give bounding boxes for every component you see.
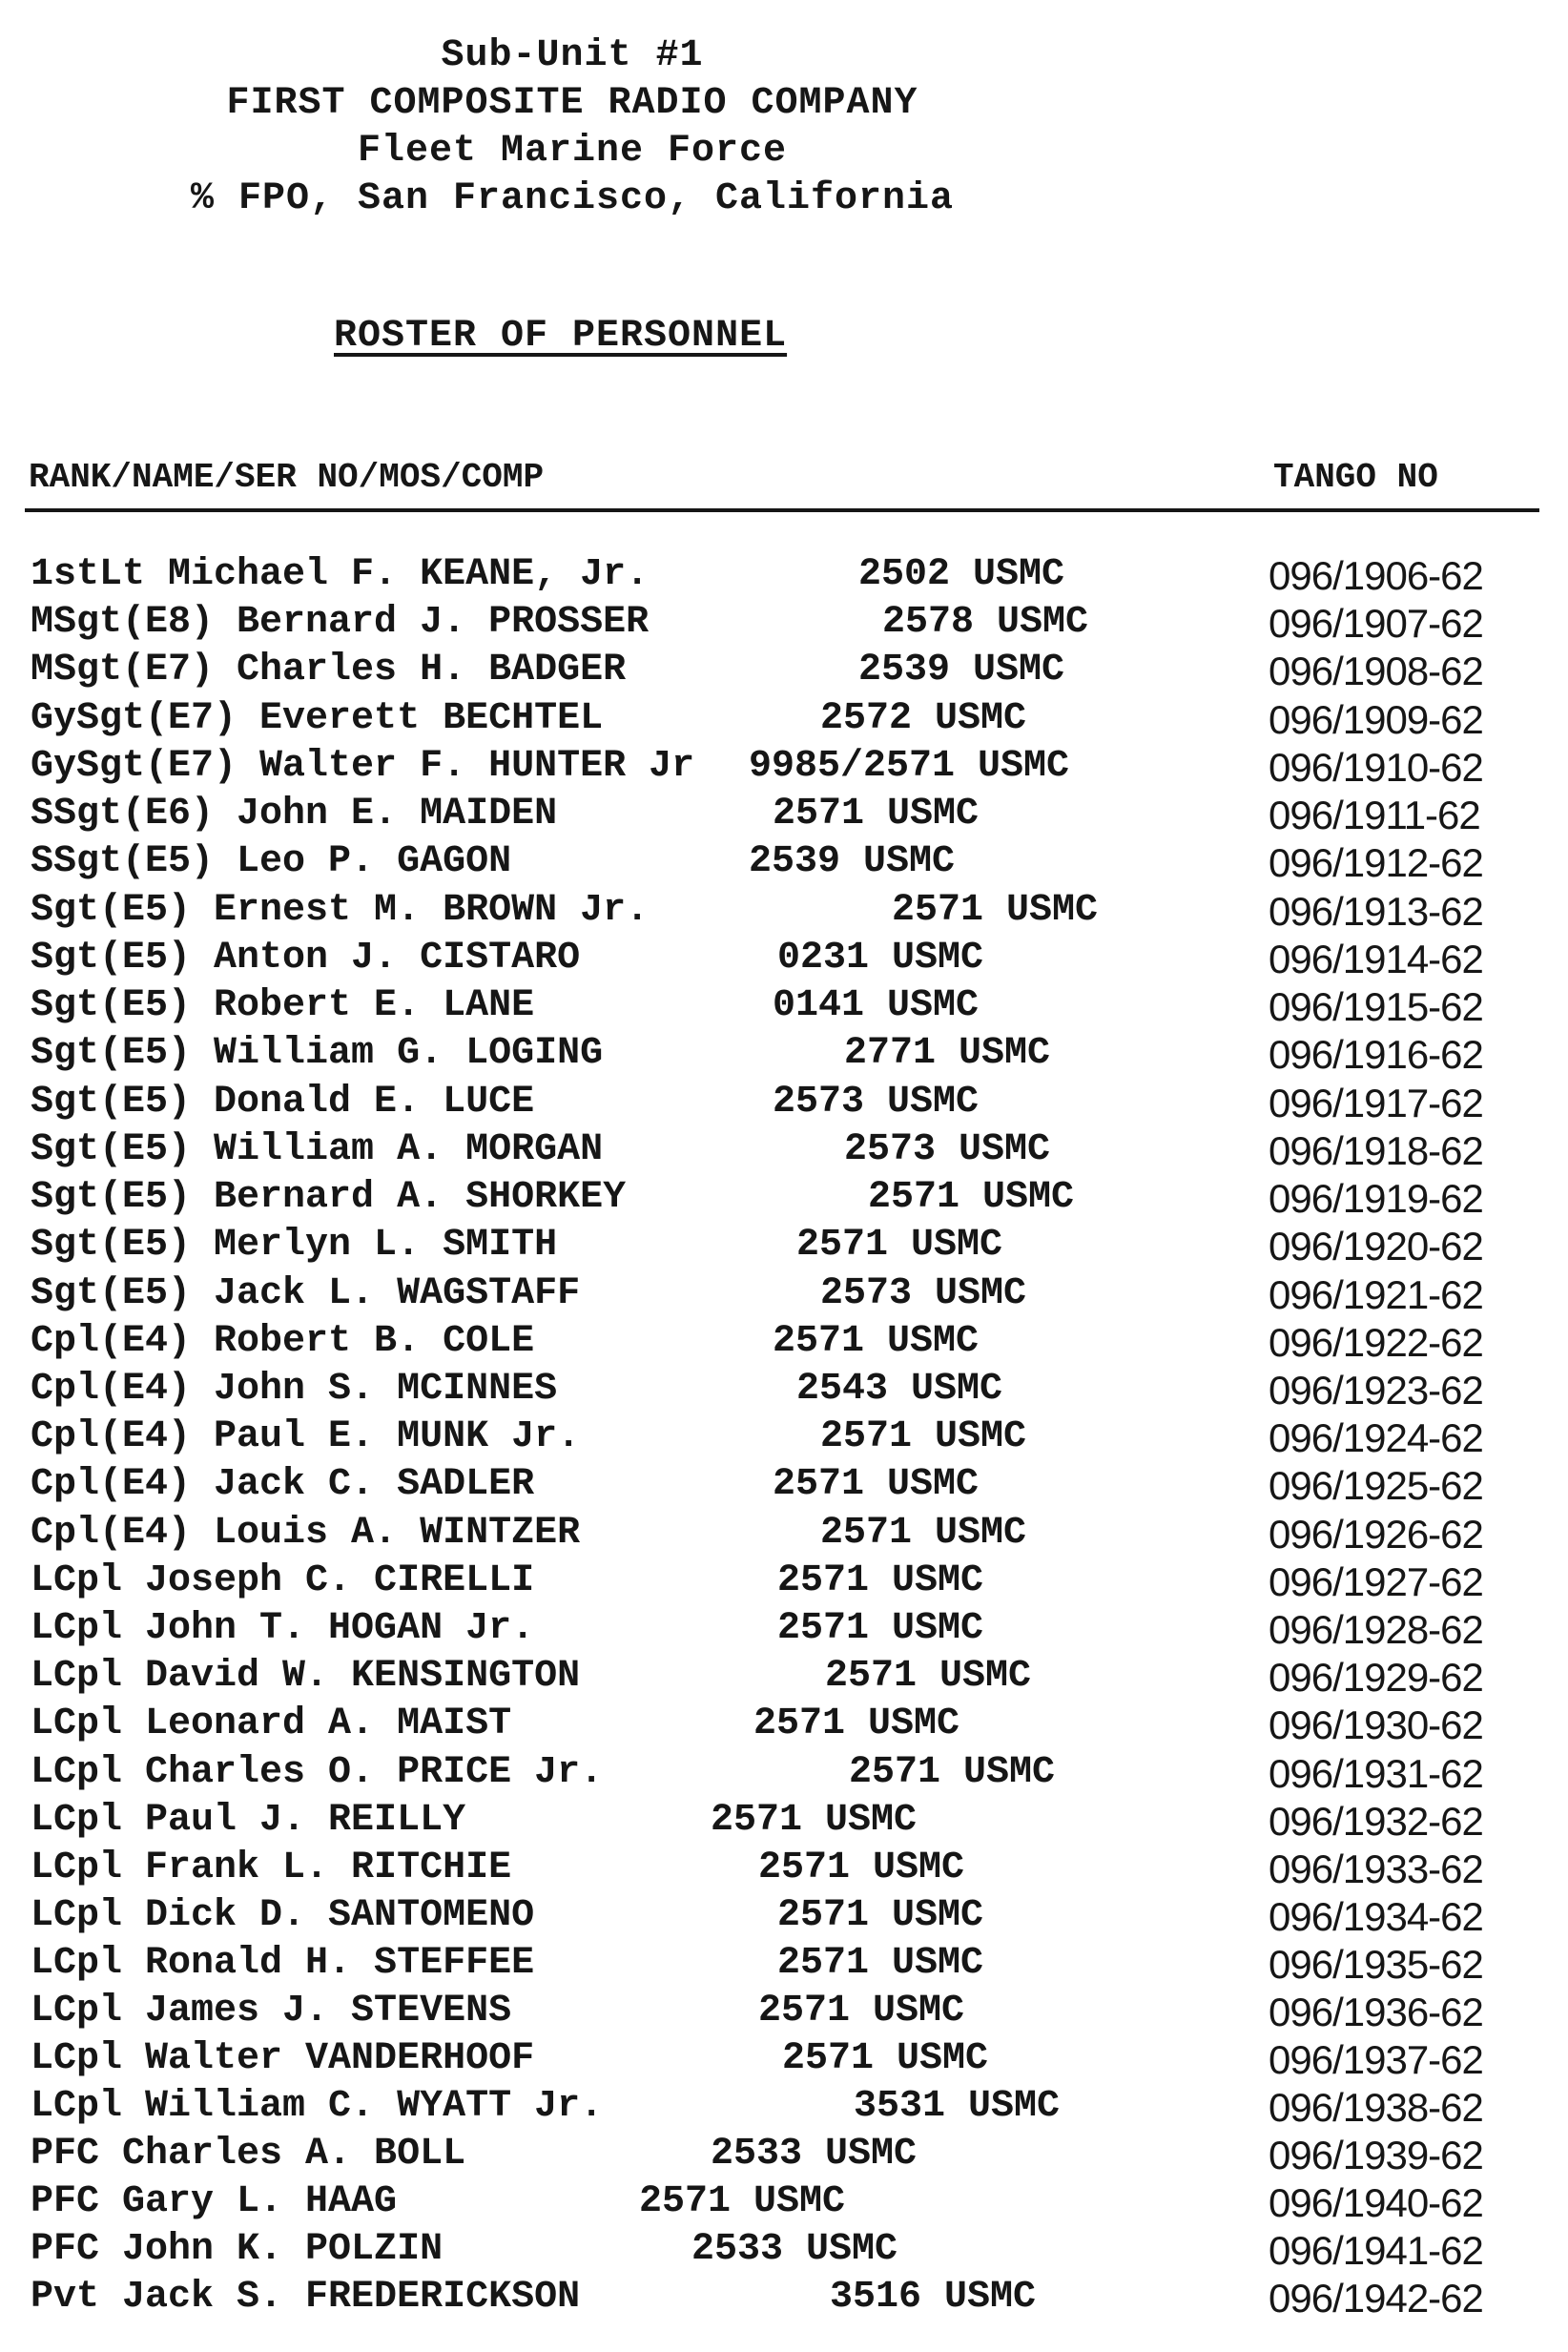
tango-number: 096/1936-62 <box>1269 1990 1483 2034</box>
tango-number: 096/1908-62 <box>1269 649 1483 693</box>
tango-number: 096/1941-62 <box>1269 2228 1483 2273</box>
mos-comp: 2571 USMC <box>758 1847 965 1889</box>
tango-number: 096/1925-62 <box>1269 1463 1483 1508</box>
mos-comp: 2571 USMC <box>777 1894 984 1937</box>
roster-row <box>0 2180 1568 2228</box>
rank-name: MSgt(E7) Charles H. BADGER <box>31 649 627 691</box>
roster-row <box>0 1272 1568 1320</box>
roster-row <box>0 1081 1568 1128</box>
tango-number: 096/1920-62 <box>1269 1224 1483 1269</box>
rank-name: LCpl David W. KENSINGTON <box>31 1655 581 1698</box>
column-header-tango: TANGO NO <box>1273 458 1438 497</box>
mos-comp: 2571 USMC <box>820 1512 1027 1555</box>
tango-number: 096/1910-62 <box>1269 745 1483 790</box>
rank-name: Sgt(E5) Ernest M. BROWN Jr. <box>31 889 650 932</box>
roster-row <box>0 1607 1568 1655</box>
roster-row <box>0 1894 1568 1942</box>
mos-comp: 2533 USMC <box>691 2228 898 2271</box>
roster-row <box>0 840 1568 888</box>
mos-comp: 2571 USMC <box>849 1751 1056 1794</box>
mos-comp: 3531 USMC <box>854 2085 1061 2128</box>
mos-comp: 2571 USMC <box>773 793 980 836</box>
roster-row <box>0 2037 1568 2085</box>
mos-comp: 9985/2571 USMC <box>749 745 1070 788</box>
column-header-rank-name: RANK/NAME/SER NO/MOS/COMP <box>29 458 545 497</box>
rank-name: Cpl(E4) Jack C. SADLER <box>31 1463 535 1506</box>
mos-comp: 0141 USMC <box>773 984 980 1027</box>
rank-name: LCpl Paul J. REILLY <box>31 1799 466 1842</box>
roster-row <box>0 1463 1568 1511</box>
tango-number: 096/1935-62 <box>1269 1942 1483 1987</box>
rank-name: LCpl James J. STEVENS <box>31 1990 512 2032</box>
mos-comp: 3516 USMC <box>830 2276 1037 2319</box>
tango-number: 096/1934-62 <box>1269 1894 1483 1939</box>
mos-comp: 2571 USMC <box>758 1990 965 2032</box>
tango-number: 096/1942-62 <box>1269 2276 1483 2321</box>
rank-name: LCpl Dick D. SANTOMENO <box>31 1894 535 1937</box>
letterhead-unit: Sub-Unit #1 <box>441 34 704 77</box>
rank-name: Sgt(E5) Donald E. LUCE <box>31 1081 535 1124</box>
tango-number: 096/1918-62 <box>1269 1128 1483 1173</box>
roster-row <box>0 1655 1568 1702</box>
roster-row <box>0 649 1568 696</box>
roster-list <box>0 553 1568 2321</box>
tango-number: 096/1930-62 <box>1269 1702 1483 1747</box>
rank-name: Sgt(E5) Robert E. LANE <box>31 984 535 1027</box>
rank-name: SSgt(E6) John E. MAIDEN <box>31 793 558 836</box>
roster-row <box>0 1128 1568 1176</box>
tango-number: 096/1917-62 <box>1269 1081 1483 1125</box>
letterhead-address: % FPO, San Francisco, California <box>190 177 955 220</box>
mos-comp: 2571 USMC <box>773 1320 980 1363</box>
roster-row <box>0 1512 1568 1559</box>
roster-row <box>0 1559 1568 1607</box>
roster-row <box>0 937 1568 984</box>
tango-number: 096/1909-62 <box>1269 697 1483 742</box>
tango-number: 096/1907-62 <box>1269 601 1483 646</box>
mos-comp: 0231 USMC <box>777 937 984 980</box>
tango-number: 096/1922-62 <box>1269 1320 1483 1365</box>
mos-comp: 2578 USMC <box>882 601 1089 644</box>
rank-name: SSgt(E5) Leo P. GAGON <box>31 840 512 883</box>
rank-name: Cpl(E4) Robert B. COLE <box>31 1320 535 1363</box>
mos-comp: 2571 USMC <box>753 1702 960 1745</box>
roster-row <box>0 1702 1568 1750</box>
rank-name: Sgt(E5) Merlyn L. SMITH <box>31 1224 558 1267</box>
letterhead-company: FIRST COMPOSITE RADIO COMPANY <box>226 82 918 125</box>
rank-name: LCpl Joseph C. CIRELLI <box>31 1559 535 1602</box>
rank-name: Sgt(E5) William A. MORGAN <box>31 1128 604 1171</box>
roster-row <box>0 601 1568 649</box>
mos-comp: 2571 USMC <box>777 1559 984 1602</box>
tango-number: 096/1915-62 <box>1269 984 1483 1029</box>
mos-comp: 2539 USMC <box>749 840 956 883</box>
rank-name: LCpl John T. HOGAN Jr. <box>31 1607 535 1650</box>
mos-comp: 2571 USMC <box>825 1655 1032 1698</box>
rank-name: Cpl(E4) Louis A. WINTZER <box>31 1512 581 1555</box>
tango-number: 096/1927-62 <box>1269 1559 1483 1604</box>
roster-row <box>0 793 1568 840</box>
mos-comp: 2571 USMC <box>796 1224 1003 1267</box>
tango-number: 096/1939-62 <box>1269 2133 1483 2177</box>
roster-row <box>0 1320 1568 1368</box>
letterhead-force: Fleet Marine Force <box>357 130 788 173</box>
mos-comp: 2573 USMC <box>844 1128 1051 1171</box>
roster-row <box>0 984 1568 1032</box>
mos-comp: 2572 USMC <box>820 697 1027 740</box>
mos-comp: 2571 USMC <box>773 1463 980 1506</box>
mos-comp: 2571 USMC <box>777 1942 984 1985</box>
rank-name: Cpl(E4) Paul E. MUNK Jr. <box>31 1415 581 1458</box>
roster-row <box>0 1368 1568 1415</box>
mos-comp: 2571 USMC <box>782 2037 989 2080</box>
rank-name: Pvt Jack S. FREDERICKSON <box>31 2276 581 2319</box>
mos-comp: 2571 USMC <box>777 1607 984 1650</box>
rank-name: GySgt(E7) Everett BECHTEL <box>31 697 604 740</box>
tango-number: 096/1911-62 <box>1269 793 1480 837</box>
roster-row <box>0 1942 1568 1990</box>
tango-number: 096/1912-62 <box>1269 840 1483 885</box>
roster-row <box>0 2228 1568 2276</box>
tango-number: 096/1923-62 <box>1269 1368 1483 1413</box>
tango-number: 096/1921-62 <box>1269 1272 1483 1317</box>
rank-name: PFC Charles A. BOLL <box>31 2133 466 2176</box>
header-divider <box>25 508 1539 512</box>
page-title: ROSTER OF PERSONNEL <box>334 315 788 358</box>
roster-row <box>0 2085 1568 2133</box>
tango-number: 096/1937-62 <box>1269 2037 1483 2082</box>
tango-number: 096/1931-62 <box>1269 1751 1483 1796</box>
tango-number: 096/1916-62 <box>1269 1032 1483 1077</box>
roster-row <box>0 1032 1568 1080</box>
roster-row <box>0 2276 1568 2323</box>
roster-row <box>0 1176 1568 1224</box>
roster-row <box>0 697 1568 745</box>
mos-comp: 2573 USMC <box>820 1272 1027 1315</box>
roster-row <box>0 1990 1568 2037</box>
rank-name: Sgt(E5) Bernard A. SHORKEY <box>31 1176 627 1219</box>
mos-comp: 2571 USMC <box>711 1799 918 1842</box>
mos-comp: 2539 USMC <box>858 649 1065 691</box>
rank-name: GySgt(E7) Walter F. HUNTER Jr <box>31 745 695 788</box>
rank-name: Sgt(E5) Jack L. WAGSTAFF <box>31 1272 581 1315</box>
letterhead <box>143 32 1001 223</box>
mos-comp: 2571 USMC <box>892 889 1099 932</box>
mos-comp: 2543 USMC <box>796 1368 1003 1411</box>
mos-comp: 2571 USMC <box>868 1176 1075 1219</box>
roster-row <box>0 1415 1568 1463</box>
roster-row <box>0 553 1568 601</box>
rank-name: Cpl(E4) John S. MCINNES <box>31 1368 558 1411</box>
roster-row <box>0 1751 1568 1799</box>
tango-number: 096/1913-62 <box>1269 889 1483 934</box>
rank-name: LCpl William C. WYATT Jr. <box>31 2085 604 2128</box>
mos-comp: 2533 USMC <box>711 2133 918 2176</box>
mos-comp: 2571 USMC <box>820 1415 1027 1458</box>
tango-number: 096/1940-62 <box>1269 2180 1483 2225</box>
tango-number: 096/1933-62 <box>1269 1847 1483 1891</box>
rank-name: LCpl Walter VANDERHOOF <box>31 2037 535 2080</box>
tango-number: 096/1932-62 <box>1269 1799 1483 1844</box>
roster-row <box>0 1799 1568 1847</box>
tango-number: 096/1928-62 <box>1269 1607 1483 1652</box>
roster-row <box>0 1847 1568 1894</box>
rank-name: LCpl Charles O. PRICE Jr. <box>31 1751 604 1794</box>
rank-name: LCpl Leonard A. MAIST <box>31 1702 512 1745</box>
roster-row <box>0 1224 1568 1271</box>
roster-row <box>0 2133 1568 2180</box>
rank-name: MSgt(E8) Bernard J. PROSSER <box>31 601 650 644</box>
rank-name: 1stLt Michael F. KEANE, Jr. <box>31 553 650 596</box>
roster-row <box>0 889 1568 937</box>
mos-comp: 2502 USMC <box>858 553 1065 596</box>
tango-number: 096/1919-62 <box>1269 1176 1483 1221</box>
mos-comp: 2571 USMC <box>639 2180 846 2223</box>
mos-comp: 2771 USMC <box>844 1032 1051 1075</box>
tango-number: 096/1926-62 <box>1269 1512 1483 1557</box>
rank-name: Sgt(E5) William G. LOGING <box>31 1032 604 1075</box>
rank-name: PFC John K. POLZIN <box>31 2228 444 2271</box>
tango-number: 096/1906-62 <box>1269 553 1483 598</box>
tango-number: 096/1938-62 <box>1269 2085 1483 2130</box>
tango-number: 096/1924-62 <box>1269 1415 1483 1460</box>
roster-row <box>0 745 1568 793</box>
rank-name: Sgt(E5) Anton J. CISTARO <box>31 937 581 980</box>
rank-name: PFC Gary L. HAAG <box>31 2180 398 2223</box>
tango-number: 096/1914-62 <box>1269 937 1483 981</box>
rank-name: LCpl Frank L. RITCHIE <box>31 1847 512 1889</box>
rank-name: LCpl Ronald H. STEFFEE <box>31 1942 535 1985</box>
mos-comp: 2573 USMC <box>773 1081 980 1124</box>
tango-number: 096/1929-62 <box>1269 1655 1483 1700</box>
